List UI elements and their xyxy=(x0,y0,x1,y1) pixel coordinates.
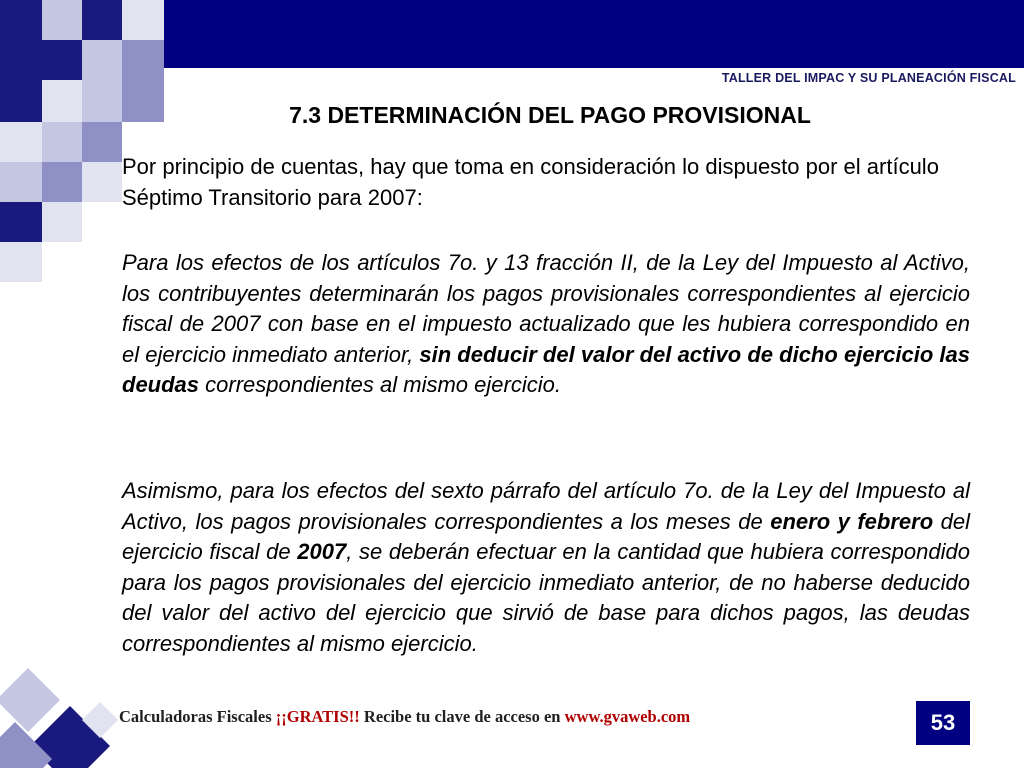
deco-square xyxy=(0,202,42,242)
quote-emphasis: enero y febrero xyxy=(770,508,934,534)
deco-square xyxy=(42,0,82,40)
slide-title: 7.3 DETERMINACIÓN DEL PAGO PROVISIONAL xyxy=(289,102,811,128)
footer-gratis: ¡¡GRATIS!! xyxy=(275,707,360,726)
quote-emphasis: sin deducir del valor del activo de dicho ejercicio las deudas xyxy=(122,341,970,397)
deco-square xyxy=(0,162,42,202)
intro-paragraph: Por principio de cuentas, hay que toma en consideración lo dispuesto por el artículo Séptimo Transitorio para 2007: xyxy=(122,154,939,210)
footer-text: Calculadoras Fiscales xyxy=(119,707,276,726)
deco-square xyxy=(0,242,42,282)
quote-text: del ejercicio fiscal de xyxy=(122,508,970,564)
footer-promo xyxy=(119,707,690,727)
deco-square xyxy=(82,0,122,40)
deco-square xyxy=(0,40,42,80)
header-tagline: TALLER DEL IMPAC Y SU PLANEACIÓN FISCAL xyxy=(721,71,1016,85)
deco-square xyxy=(42,162,82,202)
deco-square xyxy=(82,162,122,202)
quote-text: Para los efectos de los artículos 7o. y 13 fracción II, de la Ley del Impuesto al Activo, los contribuyentes determinarán los pagos provisionales correspondientes al ejercicio fiscal de 2007 con base en el impuesto actualizado que les hubiera correspondido en el ejercicio inmediato anterior, xyxy=(122,250,970,367)
footer-url-link[interactable]: www.gvaweb.com xyxy=(564,707,691,726)
deco-square xyxy=(42,40,82,80)
deco-square xyxy=(0,0,42,40)
quote-text: , se deberán efectuar en la cantidad que hubiera correspondido para los pagos provisionales del ejercicio inmediato anterior, de no haberse deducido del valor del activo del ejercicio que sirvió de base para dichos pagos, las deudas correspondientes al mismo ejercicio. xyxy=(122,539,970,656)
page-number: 53 xyxy=(916,701,970,745)
decorative-diamonds-bottom-left xyxy=(0,662,130,768)
deco-square xyxy=(122,0,164,40)
quote-text: correspondientes al mismo ejercicio. xyxy=(199,372,561,397)
deco-square xyxy=(42,202,82,242)
quote-emphasis: 2007 xyxy=(297,539,347,564)
header-bar xyxy=(164,0,1024,68)
article-quote-paragraph-1 xyxy=(122,248,970,401)
deco-square xyxy=(122,40,164,80)
deco-square xyxy=(82,40,122,80)
footer-text: Recibe tu clave de acceso en xyxy=(359,707,565,726)
article-quote-paragraph-2 xyxy=(122,476,970,659)
quote-text: Asimismo, para los efectos del sexto párrafo del artículo 7o. de la Ley del Impuesto al Activo, los pagos provisionales correspondientes a los meses de xyxy=(122,478,970,534)
